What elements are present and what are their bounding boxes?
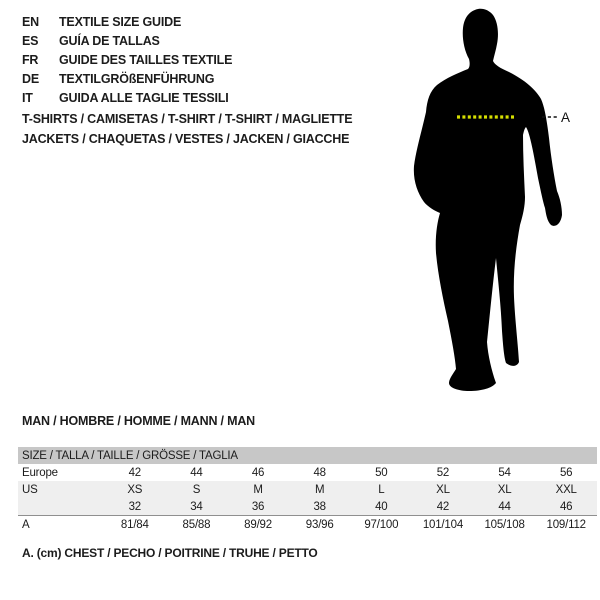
size-cell: 44 [190, 466, 203, 479]
size-cell: 38 [289, 498, 351, 516]
language-row-de [22, 70, 232, 89]
size-cell: M [289, 481, 351, 498]
size-cell: 36 [227, 498, 289, 516]
size-cell: S [166, 481, 228, 498]
size-cell: 32 [104, 498, 166, 516]
size-cell: 105/108 [474, 516, 536, 534]
size-cell: 54 [498, 466, 511, 479]
size-cell: L [351, 481, 413, 498]
size-cell: 40 [351, 498, 413, 516]
language-code: EN [22, 15, 39, 29]
size-cell: 109/112 [535, 516, 597, 534]
size-cell: 44 [474, 498, 536, 516]
size-cell: XL [412, 481, 474, 498]
size-cell: XS [104, 481, 166, 498]
row-label [18, 498, 104, 516]
table-header-row [18, 447, 597, 464]
size-cell: XXL [535, 481, 597, 498]
language-label: GUIDA ALLE TAGLIE TESSILI [59, 91, 229, 105]
man-silhouette-figure [390, 0, 600, 420]
section-title-man: MAN / HOMBRE / HOMME / MANN / MAN [22, 414, 255, 428]
language-code: IT [22, 91, 33, 105]
size-cell: 93/96 [289, 516, 351, 534]
language-label: GUÍA DE TALLAS [59, 34, 160, 48]
size-table [18, 447, 597, 533]
language-row-es [22, 32, 232, 51]
language-label: TEXTILGRÖßENFÜHRUNG [59, 72, 215, 86]
language-code: FR [22, 53, 39, 67]
measurement-footnote: A. (cm) CHEST / PECHO / POITRINE / TRUHE / PETTO [22, 546, 318, 560]
row-label: US [18, 481, 104, 498]
size-cell: M [227, 481, 289, 498]
language-code: DE [22, 72, 39, 86]
language-row-it [22, 89, 232, 108]
language-label: TEXTILE SIZE GUIDE [59, 15, 182, 29]
size-cell: 46 [535, 498, 597, 516]
language-label: GUIDE DES TAILLES TEXTILE [59, 53, 233, 67]
size-cell: 101/104 [412, 516, 474, 534]
size-cell: 97/100 [351, 516, 413, 534]
language-code: ES [22, 34, 39, 48]
size-cell: 52 [436, 466, 450, 479]
table-row-us [18, 481, 597, 498]
size-cell: 89/92 [227, 516, 289, 534]
garment-categories [22, 109, 352, 149]
size-cell: 42 [128, 466, 142, 479]
language-row-en [22, 13, 232, 32]
language-list [22, 13, 232, 108]
size-cell: 85/88 [166, 516, 228, 534]
table-row-us-numeric [18, 498, 597, 516]
size-cell: 46 [251, 466, 265, 479]
category-tshirts: T-SHIRTS / CAMISETAS / T-SHIRT / T-SHIRT / MAGLIETTE [22, 112, 353, 126]
size-cell: 42 [412, 498, 474, 516]
size-cell: XL [474, 481, 536, 498]
measure-label-a: A [561, 110, 571, 125]
row-label: Europe [22, 466, 58, 479]
table-row-chest-a [18, 516, 597, 534]
language-row-fr [22, 51, 232, 70]
size-cell: 56 [559, 466, 573, 479]
size-cell: 81/84 [104, 516, 166, 534]
size-cell: 34 [166, 498, 228, 516]
table-header-label: SIZE / TALLA / TAILLE / GRÖSSE / TAGLIA [18, 447, 597, 464]
size-table-wrap [18, 447, 597, 533]
size-cell: 50 [375, 466, 388, 479]
table-row-europe [18, 464, 597, 481]
row-label: A [18, 516, 104, 534]
category-jackets: JACKETS / CHAQUETAS / VESTES / JACKEN / GIACCHE [22, 132, 350, 146]
man-silhouette [414, 9, 562, 391]
size-cell: 48 [313, 466, 326, 479]
